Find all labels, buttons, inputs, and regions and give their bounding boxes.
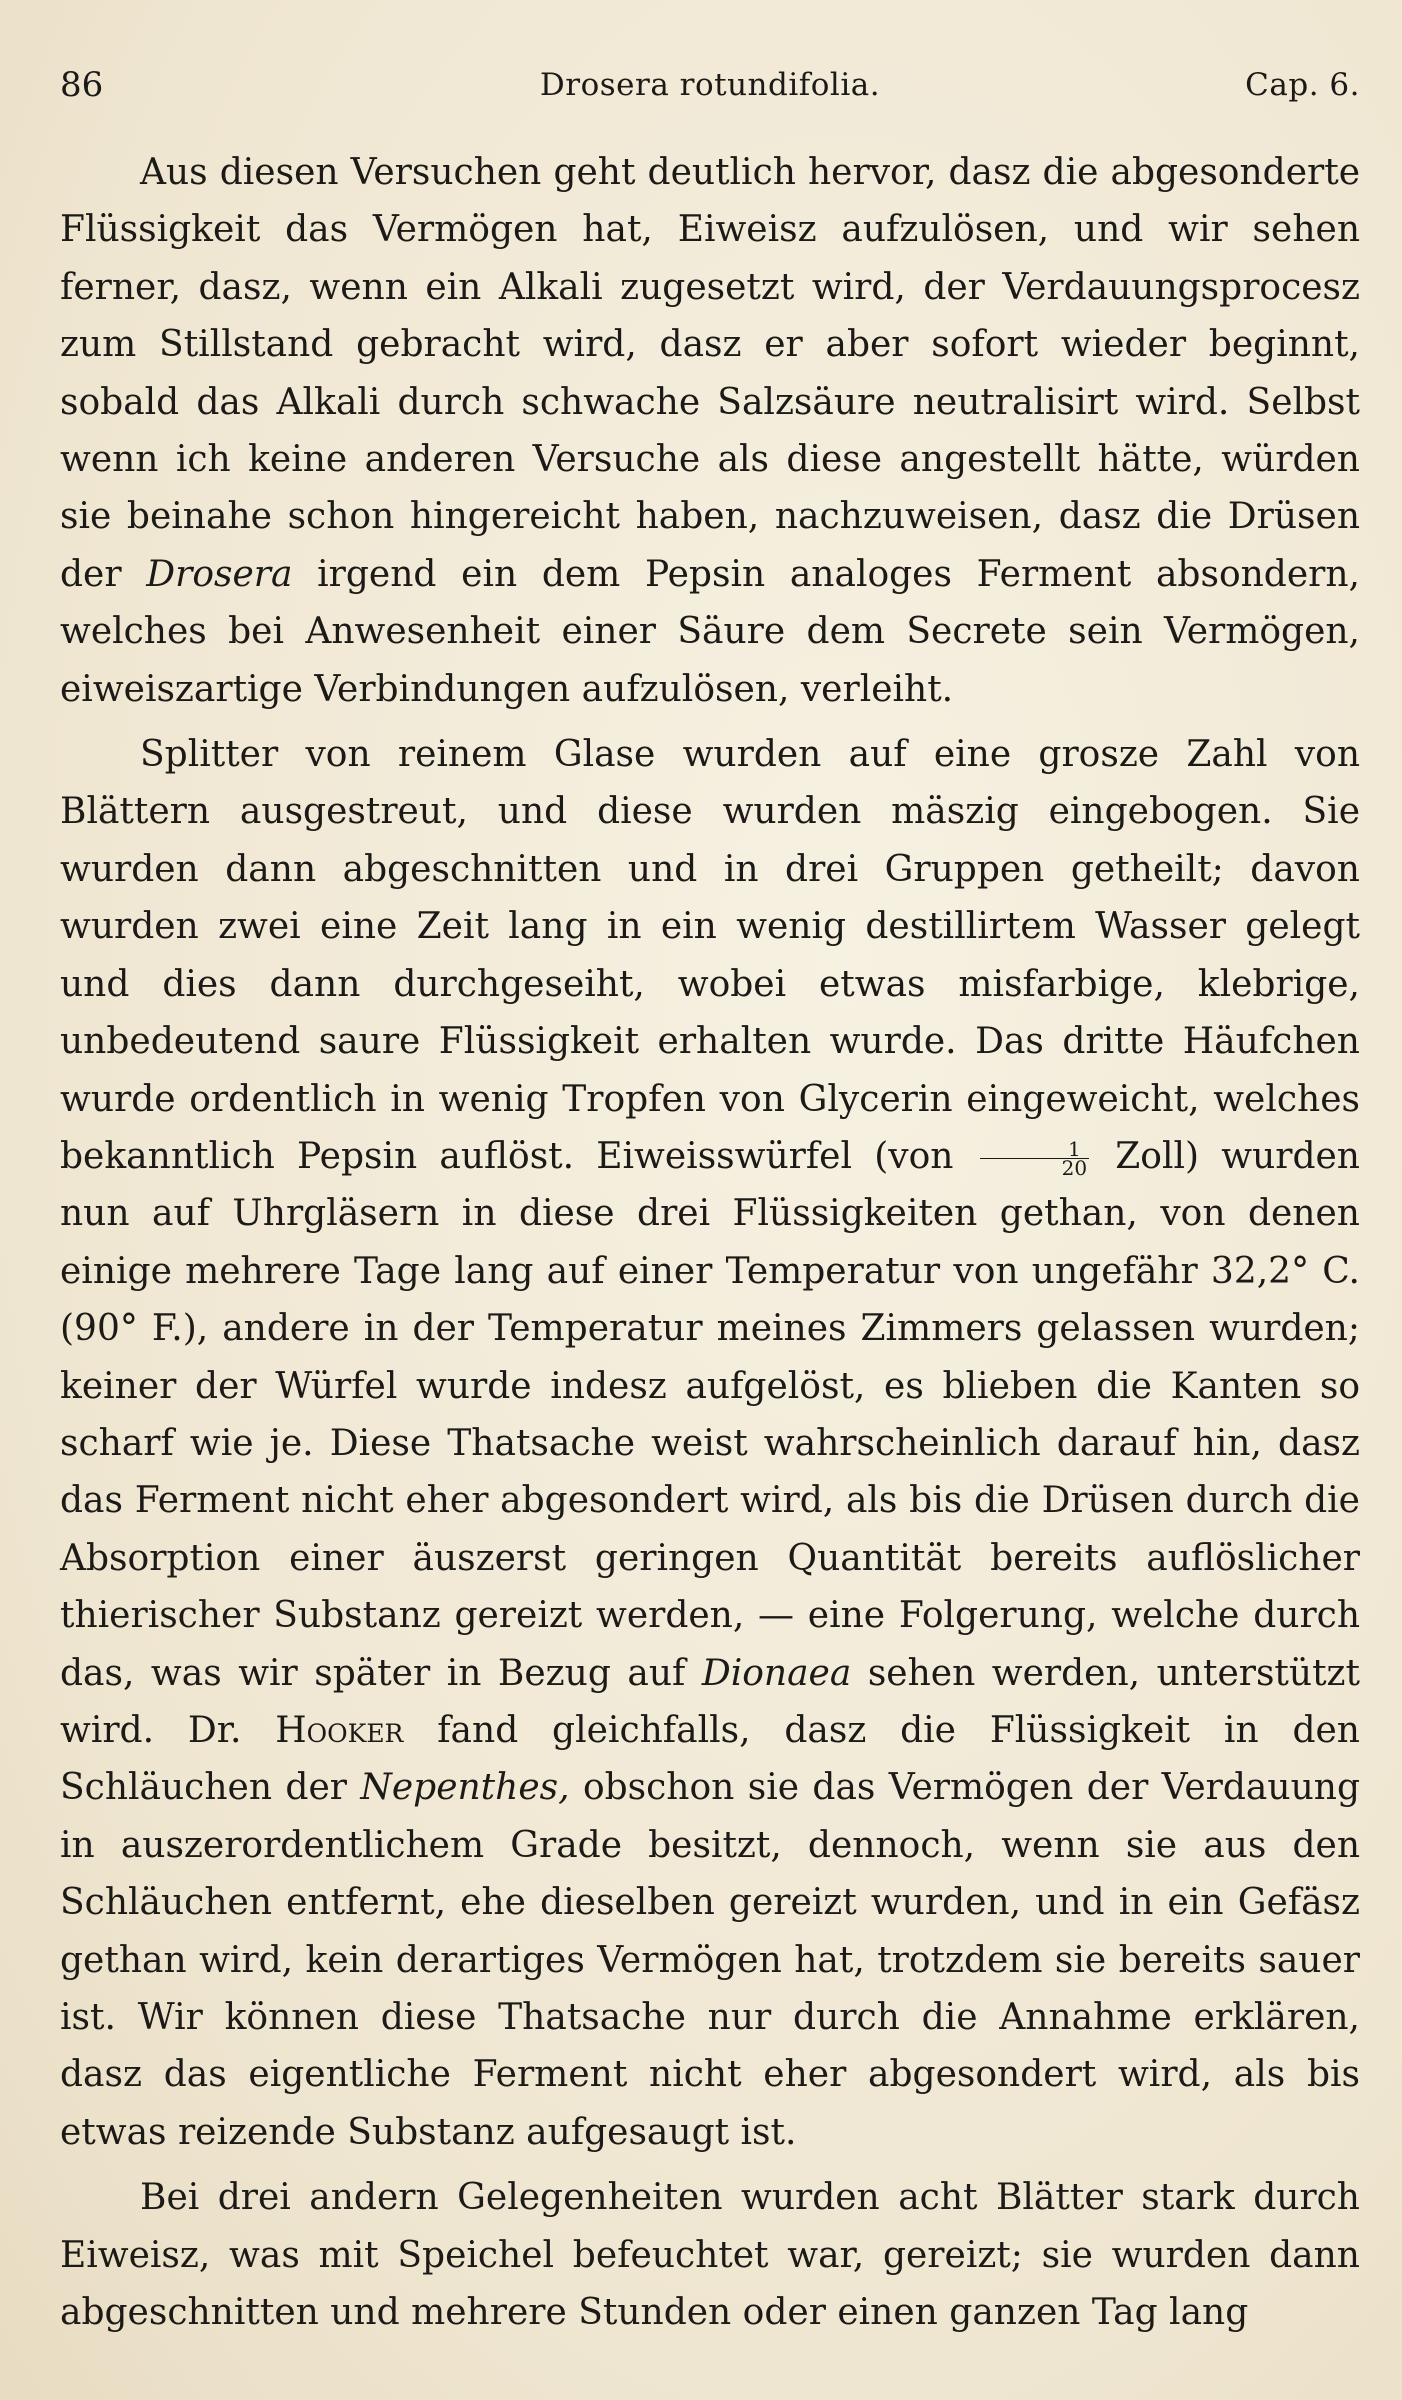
paragraph-1-text-b: irgend ein dem Pepsin analoges Ferment absondern, welches bei Anwesenheit einer Säure dem Secrete sein Vermögen, eiweiszartige Verbindungen aufzulösen, verleiht. xyxy=(60,553,1360,710)
italic-dionaea: Dionaea xyxy=(701,1652,852,1694)
fraction-one-twentieth xyxy=(980,1137,1089,1181)
smallcaps-hooker: Hooker xyxy=(275,1709,404,1751)
paragraph-1 xyxy=(60,144,1360,718)
paragraph-2-text-b: Zoll) wurden nun auf Uhrgläsern in diese drei Flüssigkeiten gethan, von denen einige mehrere Tage lang auf einer Temperatur von ungefähr 32,2° C. (90° F.), andere in der Temperatur meines Zimmers gelassen wurden; keiner der Würfel wurde indesz aufgelöst, es blieben die Kanten so scharf wie je. Diese Thatsache weist wahrscheinlich darauf hin, dasz das Ferment nicht eher abgesondert wird, als bis die Drüsen durch die Absorption einer äuszerst geringen Quantität bereits auflöslicher thierischer Substanz gereizt werden, — eine Folgerung, welche durch das, was wir später in Bezug auf xyxy=(60,1135,1360,1694)
body-text xyxy=(60,144,1360,2341)
chapter-label: Cap. 6. xyxy=(1245,67,1360,103)
fraction-numerator: 1 xyxy=(980,1140,1089,1159)
paragraph-2-text-d: fand gleichfalls, dasz die Flüssigkeit in den Schläuchen der xyxy=(60,1709,1360,1809)
paragraph-1-text-a: Aus diesen Versuchen geht deutlich hervor, dasz die abgesonderte Flüssigkeit das Vermögen hat, Eiweisz aufzulösen, und wir sehen ferner, dasz, wenn ein Alkali zugesetzt wird, der Verdauungsprocesz zum Stillstand gebracht wird, dasz er aber sofort wieder beginnt, sobald das Alkali durch schwache Salzsäure neutralisirt wird. Selbst wenn ich keine anderen Versuche als diese angestellt hätte, würden sie beinahe schon hingereicht haben, nachzuweisen, dasz die Drüsen der xyxy=(60,152,1360,595)
book-page xyxy=(60,50,1360,2370)
paragraph-3 xyxy=(60,2169,1360,2341)
page-number: 86 xyxy=(60,65,104,105)
paragraph-2-text-e: obschon sie das Vermögen der Verdauung in auszerordentlichem Grade besitzt, dennoch, wenn sie aus den Schläuchen entfernt, ehe dieselben gereizt wurden, und in ein Gefäsz gethan wird, kein derartiges Vermögen hat, trotzdem sie bereits sauer ist. Wir können diese Thatsache nur durch die Annahme erklären, dasz das eigentliche Ferment nicht eher abgesondert wird, als bis etwas reizende Substanz aufgesaugt ist. xyxy=(60,1767,1360,2153)
italic-drosera: Drosera xyxy=(146,553,293,595)
paragraph-3-text: Bei drei andern Gelegenheiten wurden acht Blätter stark durch Eiweisz, was mit Speichel befeuchtet war, gereizt; sie wurden dann abgeschnitten und mehrere Stunden oder einen ganzen Tag lang xyxy=(60,2177,1360,2334)
paragraph-2 xyxy=(60,726,1360,2161)
fraction-denominator: 20 xyxy=(1061,1156,1088,1181)
paragraph-2-text-a: Splitter von reinem Glase wurden auf eine grosze Zahl von Blättern ausgestreut, und diese wurden mäszig eingebogen. Sie wurden dann abgeschnitten und in drei Gruppen getheilt; davon wurden zwei eine Zeit lang in ein wenig destillirtem Wasser gelegt und dies dann durchgeseiht, wobei etwas misfarbige, klebrige, unbedeutend saure Flüssigkeit erhalten wurde. Das dritte Häufchen wurde ordentlich in wenig Tropfen von Glycerin eingeweicht, welches bekanntlich Pepsin auflöst. Eiweisswürfel (von xyxy=(60,734,1360,1177)
italic-nepenthes: Nepenthes, xyxy=(360,1767,570,1809)
running-head xyxy=(60,50,1360,120)
paragraph-2-text-c: sehen werden, unterstützt wird. Dr. xyxy=(60,1652,1360,1751)
running-title: Drosera rotundifolia. xyxy=(539,67,881,103)
